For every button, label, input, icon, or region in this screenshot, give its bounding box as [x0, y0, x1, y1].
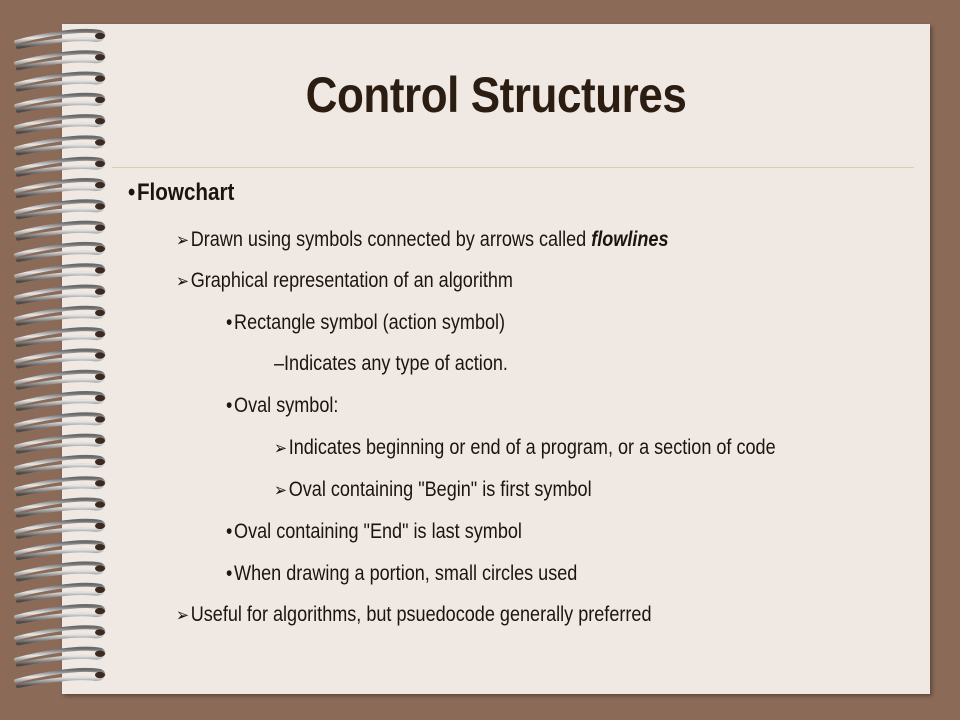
binding-ring — [16, 372, 103, 388]
binding-hole — [95, 33, 105, 39]
binding-hole — [95, 310, 105, 316]
binding-ring — [16, 350, 103, 366]
binding-ring — [16, 500, 103, 516]
binding-hole — [95, 438, 105, 444]
binding-ring — [16, 563, 103, 579]
list-item — [226, 394, 338, 418]
binding-hole — [95, 672, 105, 678]
binding-ring — [16, 670, 103, 686]
list-item — [176, 603, 651, 627]
binding-ring — [16, 414, 103, 430]
binding-hole — [95, 118, 105, 124]
binding-ring — [16, 159, 103, 175]
binding-ring — [16, 606, 103, 622]
bullet-dot-icon: • — [226, 394, 233, 417]
binding-ring — [16, 585, 103, 601]
list-item-text: Useful for algorithms, but psuedocode generally preferred — [190, 603, 652, 626]
list-item-text: Oval containing "End" is last symbol — [234, 520, 522, 543]
bullet-dot-icon: • — [226, 562, 233, 585]
binding-ring — [16, 457, 103, 473]
bullet-dot-icon: • — [226, 520, 233, 543]
binding-hole — [95, 544, 105, 550]
binding-hole — [95, 416, 105, 422]
list-item — [176, 228, 668, 252]
bullet-dot-icon: • — [128, 179, 136, 206]
list-item-text: Oval containing "Begin" is first symbol — [288, 478, 592, 501]
bullet-flowchart — [128, 179, 234, 207]
binding-hole — [95, 288, 105, 294]
binding-ring — [16, 393, 103, 409]
arrow-bullet-icon: ➢ — [176, 271, 189, 291]
list-item — [226, 562, 577, 586]
binding-hole — [95, 75, 105, 81]
binding-hole — [95, 225, 105, 231]
spiral-binding-icon — [8, 22, 118, 694]
arrow-bullet-icon: ➢ — [274, 480, 287, 500]
binding-ring — [16, 31, 103, 47]
binding-hole — [95, 608, 105, 614]
slide-title: Control Structures — [305, 67, 687, 123]
list-item — [176, 269, 513, 293]
list-item — [226, 311, 505, 335]
binding-hole — [95, 374, 105, 380]
list-item-text: When drawing a portion, small circles used — [234, 562, 578, 585]
binding-ring — [16, 180, 103, 196]
binding-ring — [16, 542, 103, 558]
binding-ring — [16, 95, 103, 111]
binding-hole — [95, 267, 105, 273]
binding-hole — [95, 501, 105, 507]
binding-ring — [16, 265, 103, 281]
binding-ring — [16, 287, 103, 303]
bullet-dot-icon: • — [226, 311, 233, 334]
binding-ring — [16, 478, 103, 494]
binding-ring — [16, 137, 103, 153]
list-item — [274, 352, 508, 376]
binding-hole — [95, 54, 105, 60]
binding-hole — [95, 587, 105, 593]
binding-hole — [95, 246, 105, 252]
binding-ring — [16, 223, 103, 239]
binding-ring — [16, 521, 103, 537]
binding-hole — [95, 139, 105, 145]
list-item-emphasis: flowlines — [591, 228, 669, 251]
binding-hole — [95, 651, 105, 657]
list-item — [274, 436, 776, 460]
title-divider — [112, 167, 914, 168]
arrow-bullet-icon: ➢ — [274, 438, 287, 458]
binding-hole — [95, 480, 105, 486]
list-item-text: Oval symbol: — [234, 394, 339, 417]
list-item-text: Indicates beginning or end of a program, or a section of code — [288, 436, 776, 459]
list-item-text: –Indicates any type of action. — [274, 352, 508, 375]
list-item — [226, 520, 522, 544]
binding-ring — [16, 74, 103, 90]
list-item — [274, 478, 592, 502]
binding-hole — [95, 523, 105, 529]
binding-hole — [95, 203, 105, 209]
binding-ring — [16, 627, 103, 643]
binding-hole — [95, 352, 105, 358]
binding-ring — [16, 329, 103, 345]
binding-ring — [16, 244, 103, 260]
binding-hole — [95, 395, 105, 401]
binding-hole — [95, 629, 105, 635]
binding-ring — [16, 201, 103, 217]
list-item-text: Rectangle symbol (action symbol) — [234, 311, 506, 334]
arrow-bullet-icon: ➢ — [176, 605, 189, 625]
binding-hole — [95, 97, 105, 103]
arrow-bullet-icon: ➢ — [176, 230, 189, 250]
binding-ring — [16, 308, 103, 324]
binding-hole — [95, 161, 105, 167]
binding-ring — [16, 649, 103, 665]
binding-hole — [95, 565, 105, 571]
binding-ring — [16, 436, 103, 452]
binding-hole — [95, 459, 105, 465]
binding-ring — [16, 116, 103, 132]
bullet-label: Flowchart — [136, 179, 235, 206]
list-item-text: Graphical representation of an algorithm — [190, 269, 513, 292]
binding-hole — [95, 331, 105, 337]
binding-hole — [95, 182, 105, 188]
list-item-text: Drawn using symbols connected by arrows called — [190, 228, 592, 251]
binding-ring — [16, 52, 103, 68]
